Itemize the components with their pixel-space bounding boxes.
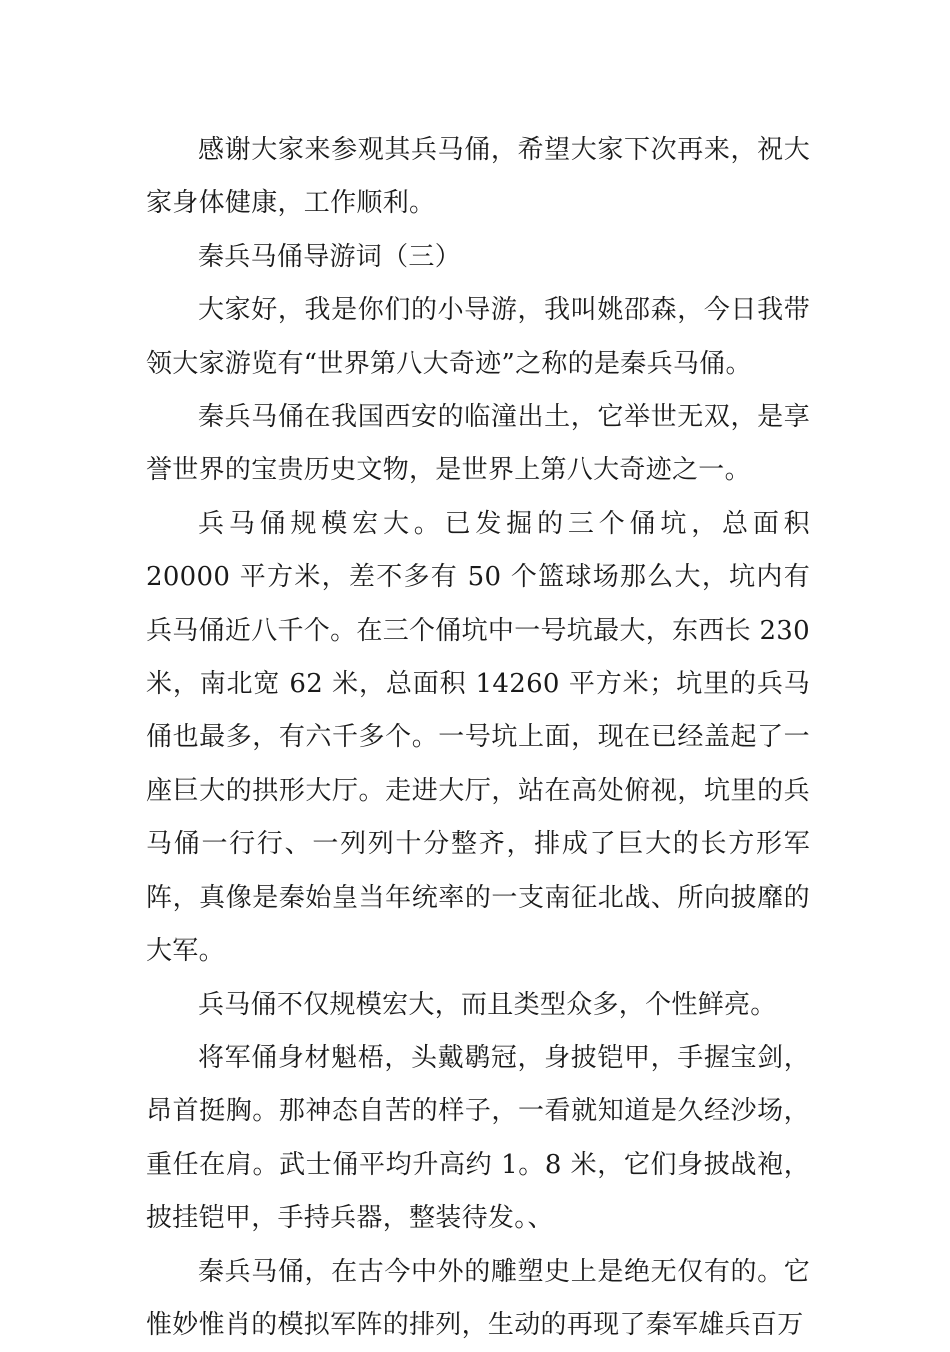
section-heading: 秦兵马俑导游词（三） [198, 241, 462, 272]
paragraph-variety: 兵马俑不仅规模宏大，而且类型众多，个性鲜亮。 [198, 989, 777, 1020]
paragraph-figures: 将军俑身材魁梧，头戴鹖冠，身披铠甲，手握宝剑，昂首挺胸。那神态自苦的样子，一看就知道是久经沙场，重任在肩。武士俑平均升高约 1。8 米，它们身披战袍，披挂铠甲，手持兵器，整装待发。、 [146, 1042, 810, 1234]
paragraph-scale: 兵马俑规模宏大。已发掘的三个俑坑，总面积 20000 平方米，差不多有 50 个篮球场那么大，坑内有兵马俑近八千个。在三个俑坑中一号坑最大，东西长 230 米，南北宽 62 米，总面积 14260 平方米；坑里的兵马俑也最多，有六千多个。一号坑上面，现在已经盖起了一座巨大的拱形大厅。走进大厅，站在高处俯视，坑里的兵马俑一行行、一列列十分整齐，排成了巨大的长方形军阵，真像是秦始皇当年统率的一支南征北战、所向披靡的大军。 [146, 508, 810, 967]
paragraph-greeting: 大家好，我是你们的小导游，我叫姚邵森，今日我带领大家游览有“世界第八大奇迹”之称的是秦兵马俑。 [146, 295, 810, 379]
paragraph-origin: 秦兵马俑在我国西安的临潼出土，它举世无双，是享誉世界的宝贵历史文物，是世界上第八大奇迹之一。 [146, 402, 810, 486]
paragraph-history: 秦兵马俑，在古今中外的雕塑史上是绝无仅有的。它惟妙惟肖的模拟军阵的排列，生动的再现了秦军雄兵百万 [146, 1256, 810, 1340]
document-body [146, 124, 810, 1352]
paragraph-closing-thanks: 感谢大家来参观其兵马俑，希望大家下次再来，祝大家身体健康，工作顺利。 [146, 135, 810, 219]
